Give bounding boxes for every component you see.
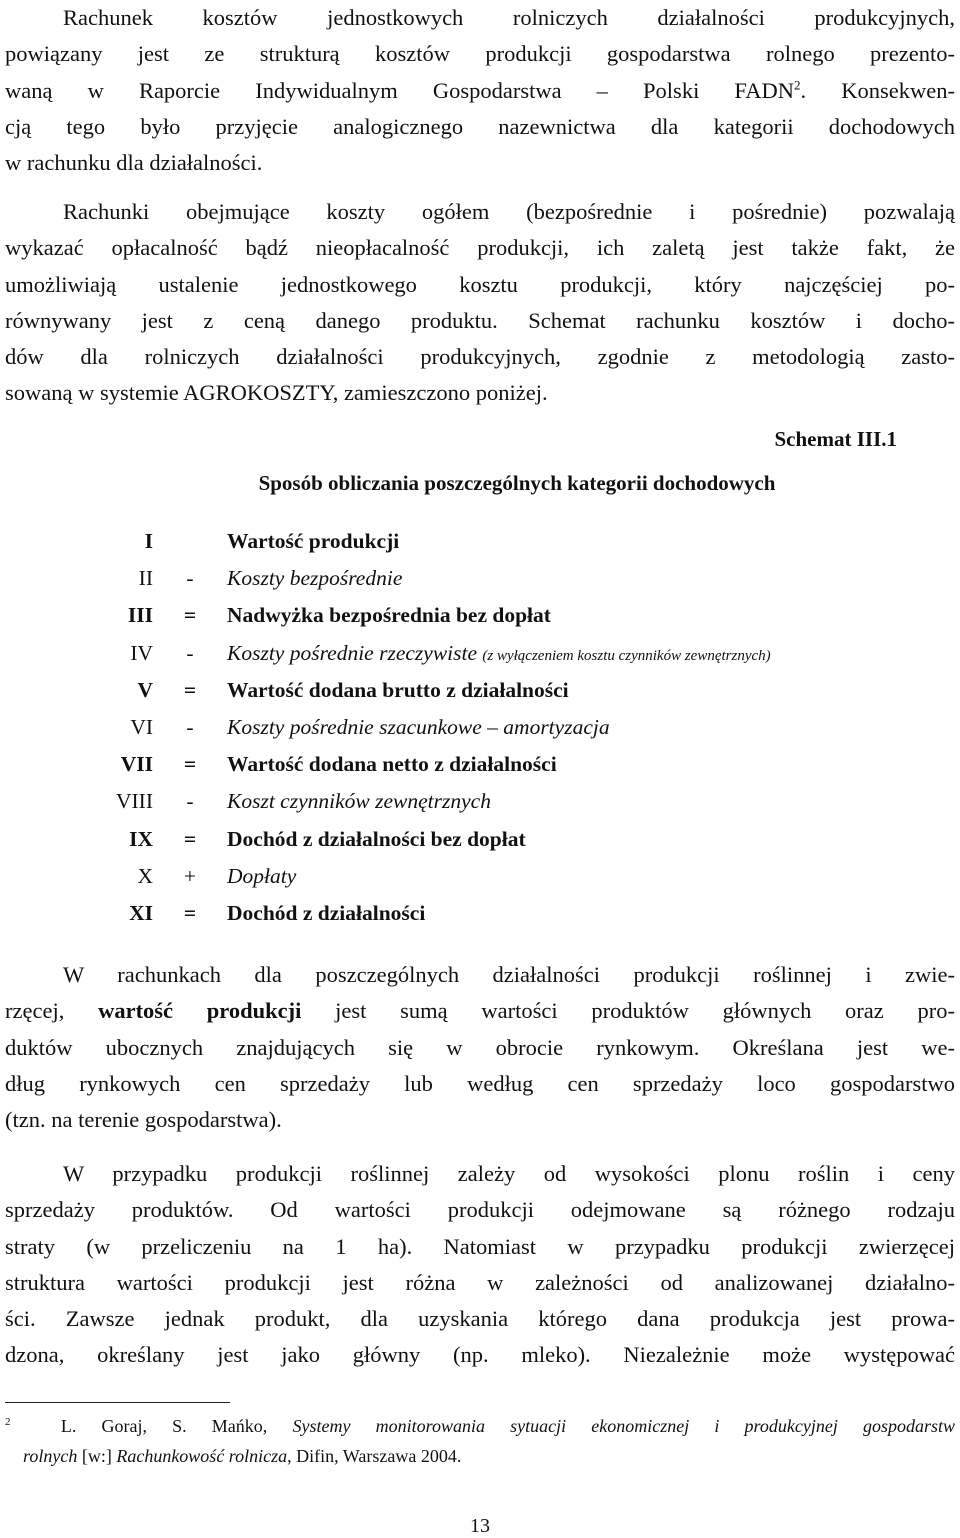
row-numeral: VII: [120, 752, 153, 777]
paragraph-rachunki: [5, 194, 955, 412]
row-operator: -: [186, 566, 194, 591]
text-line: sprzedaży produktów. Od wartości produkcji odejmowane są różnego rodzaju: [5, 1197, 955, 1223]
text-line: straty (w przeliczeniu na 1 ha). Natomiast w przypadku produkcji zwierzęcej: [5, 1233, 955, 1259]
row-operator: -: [186, 714, 194, 739]
scheme-row-ii: [0, 562, 960, 599]
text-line: wykazać opłacalność bądź nieopłacalność produkcji, ich zaletą jest także fakt, że: [5, 235, 955, 261]
row-label: Wartość dodana netto z działalności: [227, 752, 557, 777]
text-line: dług rynkowych cen sprzedaży lub według cen sprzedaży loco gospodarstwo: [5, 1070, 955, 1096]
text-line: powiązany jest ze strukturą kosztów produkcji gospodarstwa rolnego prezento-: [5, 41, 955, 67]
row-label: Nadwyżka bezpośrednia bez dopłat: [227, 603, 551, 628]
footnote-divider: [5, 1402, 230, 1403]
text-line: w rachunku dla działalności.: [5, 150, 263, 176]
footnote: [5, 1411, 955, 1471]
footnote-in: [w:]: [81, 1446, 112, 1466]
text-fragment: . Konsekwen-: [800, 77, 955, 103]
text-fragment: waną w Raporcie Indywidualnym Gospodarstwa – Polski FADN: [5, 77, 795, 103]
footnote-book: Rachunkowość rolnicza: [116, 1446, 288, 1466]
text-fragment: jest sumą wartości produktów głównych oraz pro-: [335, 998, 955, 1024]
footnote-title-end: rolnych: [23, 1446, 78, 1466]
scheme-row-i: [0, 525, 960, 562]
scheme-row-v: [0, 674, 960, 711]
row-label: [227, 641, 771, 666]
paragraph-wartosc: [5, 957, 955, 1138]
text-fragment: rzęcej,: [5, 998, 65, 1024]
term-highlight: wartość produkcji: [98, 998, 302, 1024]
row-operator: -: [186, 640, 194, 665]
footnote-publisher: , Difin, Warszawa 2004.: [287, 1446, 462, 1466]
paragraph-przypadek: [5, 1156, 955, 1374]
scheme-row-x: [0, 860, 960, 897]
footnote-line: [5, 1441, 955, 1471]
text-line: [5, 993, 955, 1029]
row-operator: +: [183, 863, 197, 888]
row-operator: =: [183, 900, 197, 925]
text-line: dzona, określany jest jako główny (np. mleko). Niezależnie może występować: [5, 1342, 955, 1368]
row-numeral: III: [127, 603, 153, 628]
footnote-authors: L. Goraj, S. Mańko,: [60, 1416, 268, 1436]
text-line: [5, 73, 955, 109]
row-operator: -: [186, 789, 194, 814]
footnote-line: [5, 1411, 955, 1441]
footnote-ref[interactable]: 2: [794, 77, 801, 93]
schemat-title: Sposób obliczania poszczególnych kategorii dochodowych: [258, 471, 776, 495]
text-line: sowaną w systemie AGROKOSZTY, zamieszczono poniżej.: [5, 380, 548, 406]
income-scheme: [0, 525, 960, 934]
page-number: 13: [470, 1515, 490, 1537]
row-label: Koszty pośrednie szacunkowe – amortyzacja: [227, 714, 610, 739]
text-line: W rachunkach dla poszczególnych działalności produkcji roślinnej i zwie-: [63, 962, 955, 987]
text-line: (tzn. na terenie gospodarstwa).: [5, 1107, 282, 1133]
row-operator: =: [183, 752, 197, 777]
scheme-row-iii: [0, 599, 960, 636]
footnote-number: 2: [5, 1416, 11, 1428]
scheme-row-vii: [0, 748, 960, 785]
row-label: Dopłaty: [227, 863, 297, 888]
scheme-row-viii: [0, 785, 960, 822]
row-numeral: V: [137, 677, 153, 702]
text-line: struktura wartości produkcji jest różna w zależności od analizowanej działalno-: [5, 1269, 955, 1295]
row-numeral: X: [137, 863, 153, 888]
row-label: Wartość produkcji: [227, 529, 400, 553]
scheme-row-vi: [0, 711, 960, 748]
scheme-row-iv: [0, 637, 960, 674]
row-numeral: VI: [130, 714, 153, 739]
text-line: umożliwiają ustalenie jednostkowego kosztu produkcji, który najczęściej po-: [5, 271, 955, 297]
paragraph-intro: [5, 0, 955, 181]
scheme-row-ix: [0, 823, 960, 860]
text-line: Rachunek kosztów jednostkowych rolniczych działalności produkcyjnych,: [63, 5, 955, 30]
row-label: Dochód z działalności bez dopłat: [227, 826, 526, 851]
row-operator: =: [183, 603, 197, 628]
text-line: równywany jest z ceną danego produktu. Schemat rachunku kosztów i docho-: [5, 307, 955, 333]
row-operator: =: [183, 826, 197, 851]
schemat-label: Schemat III.1: [774, 427, 897, 451]
row-note: (z wyłączeniem kosztu czynników zewnętrznych): [482, 647, 771, 664]
text-line: W przypadku produkcji roślinnej zależy od wysokości plonu roślin i ceny: [63, 1161, 955, 1186]
row-label-text: Koszty pośrednie rzeczywiste: [227, 640, 478, 665]
text-line: dów dla rolniczych działalności produkcyjnych, zgodnie z metodologią zasto-: [5, 344, 955, 370]
row-label: Koszty bezpośrednie: [227, 566, 403, 591]
scheme-row-xi: [0, 897, 960, 934]
text-line: cją tego było przyjęcie analogicznego nazewnictwa dla kategorii dochodowych: [5, 113, 955, 139]
row-operator: =: [183, 677, 197, 702]
footnote-title: Systemy monitorowania sytuacji ekonomicznej i produkcyjnej gospodarstw: [292, 1416, 956, 1436]
row-label: Koszt czynników zewnętrznych: [227, 789, 491, 814]
row-numeral: I: [144, 529, 153, 553]
text-line: duktów ubocznych znajdujących się w obrocie rynkowym. Określana jest we-: [5, 1034, 955, 1060]
text-line: Rachunki obejmujące koszty ogółem (bezpośrednie i pośrednie) pozwalają: [63, 199, 955, 224]
row-numeral: IV: [130, 640, 153, 665]
row-label: Dochód z działalności: [227, 900, 426, 925]
row-numeral: XI: [129, 900, 153, 925]
row-numeral: VIII: [115, 789, 153, 814]
row-numeral: II: [138, 566, 153, 591]
row-numeral: IX: [129, 826, 153, 851]
row-label: Wartość dodana brutto z działalności: [227, 677, 569, 702]
text-line: ści. Zawsze jednak produkt, dla uzyskania którego dana produkcja jest prowa-: [5, 1306, 955, 1332]
